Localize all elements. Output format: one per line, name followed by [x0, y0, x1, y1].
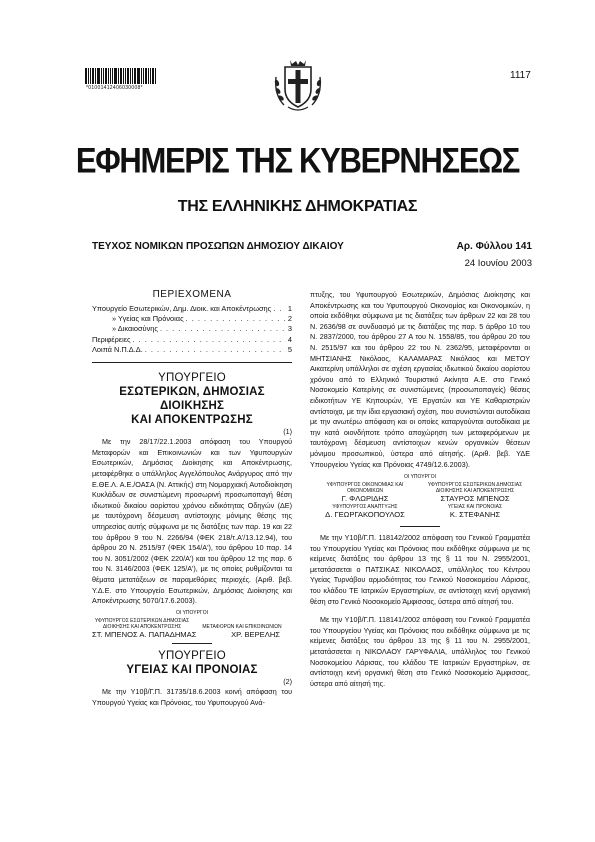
toc-item[interactable]	[92, 335, 292, 345]
barcode-bar	[103, 68, 104, 84]
barcode-bar	[141, 68, 142, 84]
barcode-bar	[132, 68, 133, 84]
issue-date: 24 Ιουνίου 2003	[464, 258, 532, 269]
barcode-bar	[127, 68, 129, 84]
toc-leader	[133, 335, 286, 345]
decision-text: Με την Υ10β/Γ.Π. 118142/2002 απόφαση του Γενικού Γραμματέα του Υπουργείου Υγείας και Πρόνοιας που εκδόθηκε σύμφωνα με τις κείμενες διατάξεις του άρθρου 13 της § 11 του Ν. 2955/2001, μετατάσσεται ο ΠΑΤΣΙΚΑΣ ΝΙΚΟΛΑΟΣ, υπάλληλος του Κέντρου Υγείας Τυρνάβου αρμοδιότητας του Γενικού Νοσοκομείου Λάρισας, του κλάδου ΤΕ Ιατρικών Εργαστηρίων, σε αντίστοιχη κενή οργανική θέση στο Γενικό Νοσοκομείο Άμφισσας, ύστερα από αίτησή του.	[310, 533, 530, 606]
signatories-heading: ΟΙ ΥΠΟΥΡΓΟΙ	[404, 474, 436, 481]
section-heading-line: ΕΣΩΤΕΡΙΚΩΝ, ΔΗΜΟΣΙΑΣ ΔΙΟΙΚΗΣΗΣ	[119, 385, 265, 412]
barcode-bar	[114, 68, 117, 84]
barcode-bar	[85, 68, 87, 84]
signatory-name: ΣΤΑΥΡΟΣ ΜΠΕΝΟΣ	[440, 494, 510, 504]
barcode-bar	[152, 68, 154, 84]
decision-number: (2)	[283, 676, 292, 686]
toc-leader	[273, 304, 286, 314]
decision-text: Με την Υ10β/Γ.Π. 31735/18.6.2003 κοινή απόφαση του Υπουργού Υγείας και Πρόνοιας, του Υφυπουργού Ανά-	[92, 687, 292, 707]
signatory-role: ΥΓΕΙΑΣ ΚΑΙ ΠΡΟΝΟΙΑΣ	[447, 504, 503, 511]
issue-type: ΤΕΥΧΟΣ ΝΟΜΙΚΩΝ ΠΡΟΣΩΠΩΝ ΔΗΜΟΣΙΟΥ ΔΙΚΑΙΟΥ	[92, 241, 344, 252]
barcode-bar	[143, 68, 144, 84]
right-column	[310, 290, 530, 689]
toc-item-page: 1	[287, 303, 292, 313]
signatory-role: ΥΦΥΠΟΥΡΓΟΣ ΕΣΩΤΕΡΙΚΩΝ ΔΗΜΟΣΙΑΣ ΔΙΟΙΚΗΣΗΣ ΚΑΙ ΑΠΟΚΕΝΤΡΩΣΗΣ	[94, 617, 190, 630]
toc-list	[92, 304, 292, 356]
signatory-name: Κ. ΣΤΕΦΑΝΗΣ	[449, 510, 501, 520]
toc-item-page: 5	[287, 345, 292, 355]
barcode-bar	[134, 68, 136, 84]
decision-number: (1)	[283, 426, 292, 436]
section-heading-line: ΥΠΟΥΡΓΕΙΟ	[158, 371, 226, 384]
toc-leader	[160, 324, 286, 334]
greek-coat-of-arms-emblem	[270, 55, 326, 117]
toc-item-page: 4	[287, 334, 292, 344]
signatory-name: ΧΡ. ΒΕΡΕΛΗΣ	[231, 629, 280, 639]
barcode-bar	[145, 68, 147, 84]
decision-text: Με την 28/17/22.1.2003 απόφαση του Υπουργού Μεταφορών και Επικοινωνιών και των Υφυπουργών Εσωτερικών, Δημόσιας Διοίκησης και Αποκέντρωσης, μεταφέρθηκε ο υπάλληλος Αγγελόπουλος Ανάργυρος από την Ε.ΘΕ.Λ. Α.Ε./ΟΑΣΑ (Ν. Αττικής) στη Νομαρχιακή Αυτοδιοίκηση Κυκλάδων σε συνιστώμενη προσωρινή προσωποπαγή θέση ιδιωτικού δικαίου αορίστου χρόνου ειδικότητας Οδηγών (ΔΕ) με ταυτόχρονη δέσμευση αντίστοιχης μόνιμης θέσης της υπηρεσίας αυτής σύμφωνα με τις διατάξεις των παρ. 19 και 22 του άρθρου 9 του Ν. 2266/94 (ΦΕΚ 218/τ.Α'/13.12.94), του άρθρου 20 Ν. 2515/97 (ΦΕΚ 154/Α'), του άρθρου 10 παρ. 14 του Ν. 3051/2002 (ΦΕΚ 220/Α') και του άρθρου 12 της παρ. 6 του Ν. 3146/2003 (ΦΕΚ 125/Α'), με τις οποίες ρυθμίζονται τα θέματα μετατάξεων σε παραμεθόριες περιοχές. (Αριθ. βεβ. Υ.Δ.Ε. στο Υπουργείο Εσωτερικών, Δημόσιας Διοίκησης και Αποκέντρωσης 5070/17.6.2003).	[92, 437, 292, 606]
barcode-bar	[120, 68, 122, 84]
section-heading	[92, 371, 292, 427]
signatory-name: Δ. ΓΕΩΡΓΑΚΟΠΟΥΛΟΣ	[325, 510, 405, 520]
signatories	[310, 474, 530, 480]
barcode-bar	[150, 68, 151, 84]
barcode-number: *01001412406030008*	[86, 85, 143, 91]
signatory-role: ΜΕΤΑΦΟΡΩΝ ΚΑΙ ΕΠΙΚΟΙΝΩΝΙΩΝ	[202, 623, 282, 630]
gazette-title: ΕΦΗΜΕΡΙΣ ΤΗΣ ΚΥΒΕΡΝΗΣΕΩΣ	[75, 140, 520, 181]
barcode-bar	[112, 68, 113, 84]
toc-item-label: » Υγείας και Πρόνοιας	[112, 314, 184, 323]
toc-item-label: » Δικαιοσύνης	[112, 324, 158, 334]
toc-item[interactable]	[92, 304, 292, 314]
section-heading-line: ΚΑΙ ΑΠΟΚΕΝΤΡΩΣΗΣ	[131, 413, 253, 426]
toc-item-label: Περιφέρειες	[92, 334, 131, 344]
barcode-bar	[148, 68, 149, 84]
barcode-bar	[110, 68, 111, 84]
signatories-heading: ΟΙ ΥΠΟΥΡΓΟΙ	[176, 609, 208, 616]
toc-item-label: Υπουργείο Εσωτερικών, Δημ. Διοικ. και Αποκέντρωσης	[92, 303, 272, 313]
toc-item[interactable]	[92, 314, 292, 324]
section-heading-line: ΥΓΕΙΑΣ ΚΑΙ ΠΡΟΝΟΙΑΣ	[126, 663, 258, 676]
signatories-grid	[310, 482, 530, 520]
page-number: 1117	[510, 70, 531, 81]
barcode-bar	[137, 68, 140, 84]
divider	[400, 526, 440, 527]
left-column	[92, 290, 292, 709]
toc-item[interactable]	[92, 324, 292, 334]
toc-item-page: 3	[287, 324, 292, 334]
divider	[172, 643, 212, 644]
barcode-bar	[101, 68, 102, 84]
toc-item-label: Λοιπά Ν.Π.Δ.Δ.	[92, 345, 143, 355]
barcode-bar	[123, 68, 124, 84]
signatory-role: ΥΦΥΠΟΥΡΓΟΣ ΟΙΚΟΝΟΜΙΑΣ ΚΑΙ ΟΙΚΟΝΟΜΙΚΩΝ	[326, 482, 404, 495]
barcode-bar	[92, 68, 94, 84]
toc-item-page: 2	[287, 314, 292, 323]
barcode	[85, 61, 153, 84]
decision-text: Με την Υ10β/Γ.Π. 118141/2002 απόφαση του Γενικού Γραμματέα του Υπουργείου Υγείας και Πρόνοιας που εκδόθηκε σύμφωνα με τις κείμενες διατάξεις του άρθρου 13 της § 11 του Ν. 2955/2001, μετατάσσεται η ΝΙΚΟΛΑΟΥ ΓΑΡΥΦΑΛΙΑ, υπάλληλος του Γενικού Νοσοκομείου Λάρισας, του κλάδου ΤΕ Ιατρικών Εργαστηρίων, σε αντίστοιχη κενή οργανική θέση στο Γενικό Νοσοκομείο Άμφισσας, ύστερα από αίτησή της.	[310, 615, 530, 688]
toc-title: ΠΕΡΙΕΧΟΜΕΝΑ	[152, 289, 232, 300]
barcode-bar	[155, 68, 156, 84]
barcode-bar	[95, 68, 96, 84]
gazette-subtitle: ΤΗΣ ΕΛΛΗΝΙΚΗΣ ΔΗΜΟΚΡΑΤΙΑΣ	[177, 198, 418, 215]
barcode-bar	[88, 68, 89, 84]
signatory-role: ΥΦΥΠΟΥΡΓΟΣ ΕΣΩΤΕΡΙΚΩΝ ΔΗΜΟΣΙΑΣ ΔΙΟΙΚΗΣΗΣ ΚΑΙ ΑΠΟΚΕΝΤΡΩΣΗΣ	[427, 482, 523, 495]
toc-leader	[186, 314, 286, 324]
signatory-name: Γ. ΦΛΩΡΙΔΗΣ	[341, 494, 389, 504]
barcode-bar	[105, 68, 107, 84]
signatory-name: ΣΤ. ΜΠΕΝΟΣ Α. ΠΑΠΑΔΗΜΑΣ	[92, 629, 197, 639]
toc-item[interactable]	[92, 345, 292, 355]
toc-leader	[145, 345, 286, 355]
barcode-bar	[130, 68, 131, 84]
barcode-bar	[97, 68, 100, 84]
divider	[92, 362, 292, 363]
decision-text: πτυξης, του Υφυπουργού Εσωτερικών, Δημόσιας Διοίκησης και Αποκέντρωσης και του Υφυπουργού Οικονομίας και Οικονομικών, η οποία εκδόθηκε σύμφωνα με τις διατάξεις των άρθρων 22 και 28 του Ν. 2636/98 σε συνδυασμό με τις διατάξεις της παρ. 5 άρθρο 10 του Ν. 2837/2000, του άρθρου 27 Α του Ν. 1558/85, του άρθρου 20 του Ν. 2515/97 και του άρθρου 22 του Ν. 2362/95, μεταφέρονται οι ΜΗΤΣΙΑΝΗΣ Νικόλαος, ΚΑΛΑΜΑΡΑΣ Νικόλαος και ΜΕΤΟΥ Αικατερίνη υπάλληλοι σε σχέση εργασίας ιδιωτικού δικαίου αορίστου χρόνου από το Ελληνικό Τουριστικό Ακίνητα Α.Ε. στο Γενικό Νοσοκομείο Κατερίνης σε συνιστώμενες (προσωποπαγείς) θέσεις ειδικοτήτων ΥΕ Κηπουρών, ΥΕ Εργατών και ΥΕ Καθαριστριών αντίστοιχα, με την ίδια εργασιακή σχέση, που συνιστώνται αυτοδίκαια με την ανωτέρω απόφαση και οι οποίες καταργούνται αυτοδίκαια με την κατά οιονδήποτε τρόπο αποχώρηση των μεταφερόμενων με ταυτόχρονη δέσμευση αντίστοιχων κενών οργανικών θέσεων μόνιμου προσωπικού, ύστερα από αίτησής. (Αριθ. βεβ. ΥΔΕ Υπουργείου Υγείας και Πρόνοιας 4749/12.6.2003).	[310, 290, 530, 469]
section-heading-line: ΥΠΟΥΡΓΕΙΟ	[158, 649, 226, 662]
signatory-role: ΥΦΥΠΟΥΡΓΟΣ ΑΝΑΠΤΥΞΗΣ	[332, 504, 398, 511]
signatories	[92, 610, 292, 638]
issue-line	[92, 241, 532, 252]
barcode-bar	[90, 68, 91, 84]
sheet-number: Αρ. Φύλλου 141	[456, 241, 532, 252]
barcode-bar	[125, 68, 126, 84]
barcode-bar	[108, 68, 109, 84]
section-heading	[92, 649, 292, 677]
barcode-bar	[118, 68, 119, 84]
